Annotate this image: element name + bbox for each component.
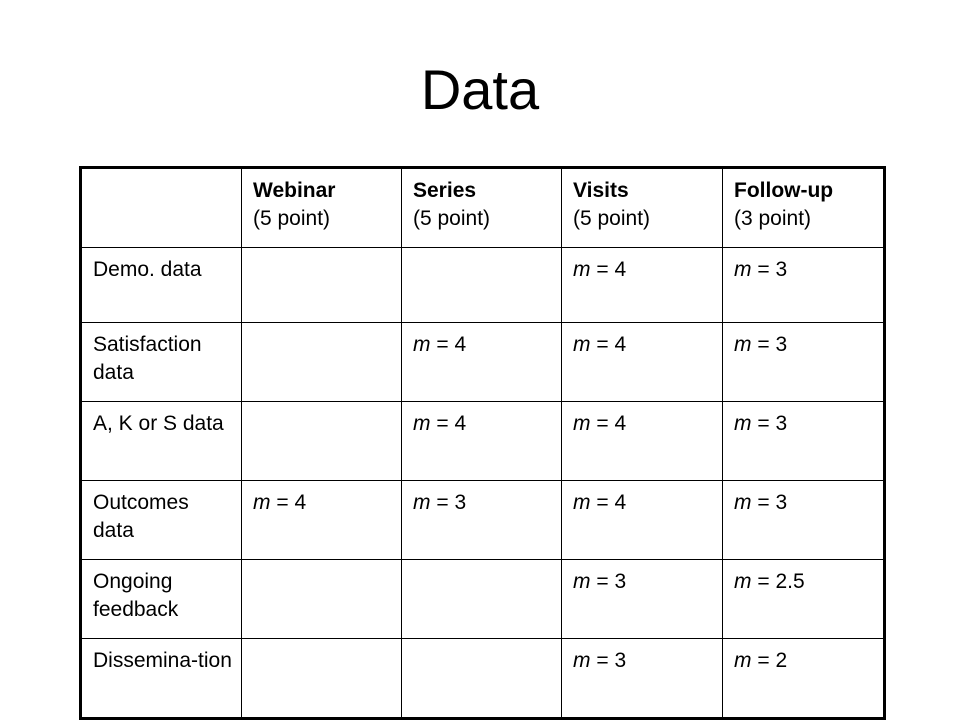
cell-series (402, 402, 562, 481)
mean-symbol: m (573, 258, 591, 281)
mean-symbol: m (573, 570, 591, 593)
slide-title: Data (420, 58, 540, 121)
cell-webinar (242, 481, 402, 560)
equals-sign: = (590, 333, 615, 356)
equals-sign: = (430, 491, 455, 514)
cell-follow-up (723, 481, 885, 560)
mean-value (734, 649, 787, 672)
mean-value (734, 570, 805, 593)
cell-webinar (242, 402, 402, 481)
mean-number: 4 (614, 412, 627, 435)
header-name: Series (413, 179, 477, 202)
mean-number: 4 (454, 412, 467, 435)
mean-number: 3 (454, 491, 467, 514)
mean-value (734, 333, 787, 356)
row-label: Outcomes data (93, 491, 189, 542)
cell-series (402, 560, 562, 639)
cell-follow-up (723, 639, 885, 719)
cell-webinar (242, 323, 402, 402)
mean-symbol: m (734, 333, 752, 356)
equals-sign: = (751, 333, 776, 356)
mean-symbol: m (573, 412, 591, 435)
row-label-cell (81, 248, 242, 323)
row-label: Dissemina-tion (93, 649, 232, 672)
mean-value (413, 333, 466, 356)
header-scale: (3 point) (734, 207, 812, 230)
mean-value (734, 412, 787, 435)
equals-sign: = (430, 412, 455, 435)
table-row (81, 560, 885, 639)
mean-symbol: m (734, 258, 752, 281)
equals-sign: = (590, 570, 615, 593)
table-header-row (81, 168, 885, 248)
equals-sign: = (751, 570, 776, 593)
row-label-cell (81, 481, 242, 560)
row-label-cell (81, 323, 242, 402)
mean-number: 2 (775, 649, 788, 672)
mean-symbol: m (573, 491, 591, 514)
mean-number: 3 (775, 491, 788, 514)
cell-visits (562, 481, 723, 560)
cell-follow-up (723, 402, 885, 481)
mean-value (573, 333, 626, 356)
cell-follow-up (723, 323, 885, 402)
cell-follow-up (723, 560, 885, 639)
equals-sign: = (270, 491, 295, 514)
table-row (81, 481, 885, 560)
mean-symbol: m (413, 491, 431, 514)
header-scale: (5 point) (253, 207, 331, 230)
row-label: A, K or S data (93, 412, 224, 435)
mean-symbol: m (413, 412, 431, 435)
mean-value (413, 491, 466, 514)
equals-sign: = (590, 258, 615, 281)
header-name: Webinar (253, 179, 336, 202)
row-label: Satisfaction data (93, 333, 202, 384)
cell-webinar (242, 639, 402, 719)
cell-series (402, 248, 562, 323)
mean-value (573, 491, 626, 514)
cell-visits (562, 639, 723, 719)
mean-symbol: m (734, 491, 752, 514)
cell-visits (562, 402, 723, 481)
mean-number: 3 (775, 258, 788, 281)
cell-series (402, 639, 562, 719)
equals-sign: = (590, 491, 615, 514)
row-label: Demo. data (93, 258, 202, 281)
mean-symbol: m (413, 333, 431, 356)
mean-symbol: m (734, 649, 752, 672)
mean-number: 4 (614, 333, 627, 356)
header-cell-follow-up (723, 168, 885, 248)
mean-number: 3 (775, 412, 788, 435)
mean-number: 4 (454, 333, 467, 356)
header-cell-empty (81, 168, 242, 248)
mean-value (573, 258, 626, 281)
mean-number: 2.5 (775, 570, 805, 593)
mean-number: 4 (294, 491, 307, 514)
equals-sign: = (590, 649, 615, 672)
header-cell-visits (562, 168, 723, 248)
mean-number: 4 (614, 491, 627, 514)
cell-visits (562, 323, 723, 402)
row-label-cell (81, 402, 242, 481)
equals-sign: = (430, 333, 455, 356)
table-row (81, 639, 885, 719)
equals-sign: = (751, 412, 776, 435)
mean-number: 4 (614, 258, 627, 281)
mean-symbol: m (734, 570, 752, 593)
mean-symbol: m (573, 649, 591, 672)
mean-value (573, 570, 626, 593)
header-cell-webinar (242, 168, 402, 248)
equals-sign: = (751, 491, 776, 514)
table-row (81, 402, 885, 481)
header-scale: (5 point) (413, 207, 491, 230)
row-label-cell (81, 639, 242, 719)
cell-series (402, 481, 562, 560)
mean-symbol: m (734, 412, 752, 435)
cell-series (402, 323, 562, 402)
cell-visits (562, 560, 723, 639)
equals-sign: = (590, 412, 615, 435)
mean-number: 3 (614, 649, 627, 672)
mean-value (413, 412, 466, 435)
mean-number: 3 (614, 570, 627, 593)
mean-symbol: m (573, 333, 591, 356)
data-table (79, 166, 886, 720)
table-row (81, 248, 885, 323)
cell-webinar (242, 248, 402, 323)
mean-number: 3 (775, 333, 788, 356)
cell-visits (562, 248, 723, 323)
equals-sign: = (751, 649, 776, 672)
table-row (81, 323, 885, 402)
header-scale: (5 point) (573, 207, 651, 230)
cell-webinar (242, 560, 402, 639)
cell-follow-up (723, 248, 885, 323)
mean-value (253, 491, 306, 514)
header-cell-series (402, 168, 562, 248)
row-label: Ongoing feedback (93, 570, 179, 621)
mean-value (573, 649, 626, 672)
mean-value (734, 491, 787, 514)
mean-symbol: m (253, 491, 271, 514)
mean-value (573, 412, 626, 435)
row-label-cell (81, 560, 242, 639)
equals-sign: = (751, 258, 776, 281)
mean-value (734, 258, 787, 281)
header-name: Visits (573, 179, 629, 202)
header-name: Follow-up (734, 179, 834, 202)
